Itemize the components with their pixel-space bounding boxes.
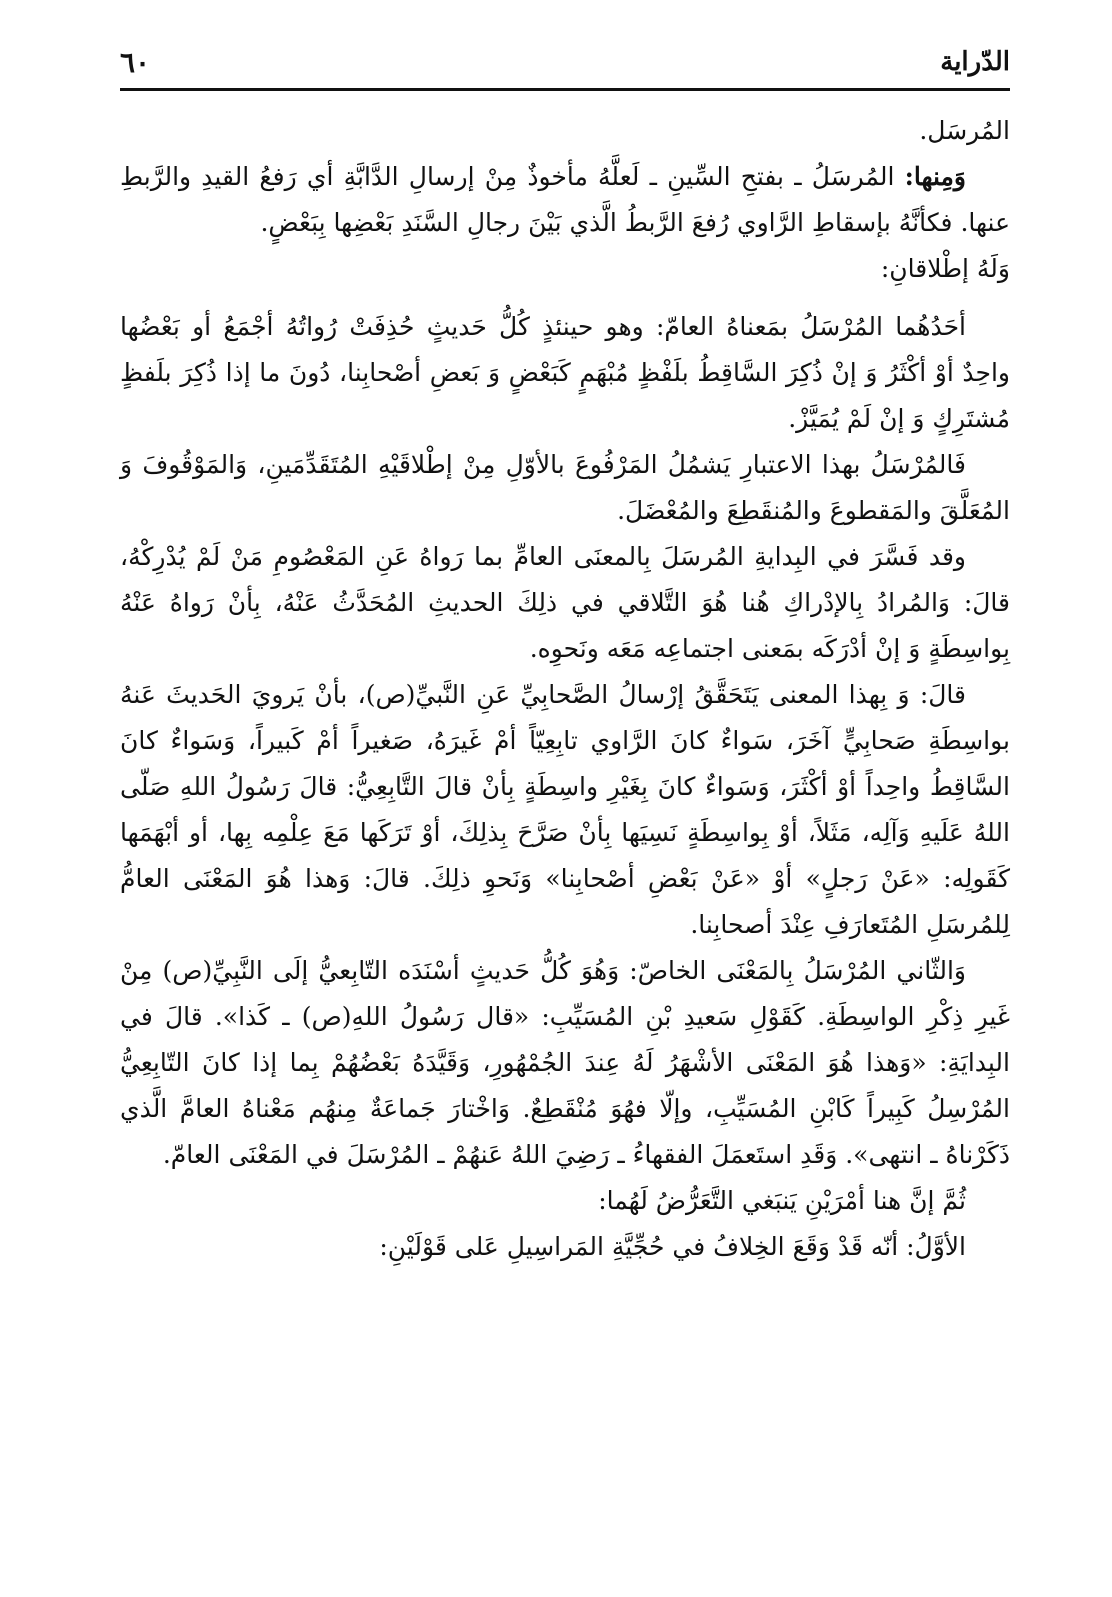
paragraph: قالَ: وَ بِهذا المعنى يَتَحَقَّقُ إرْسالُ الصَّحابِيِّ عَنِ النَّبيِّ(ص)، بأنْ يَرويَ الحَديثَ عَنهُ بواسِطَةِ صَحابِيٍّ آخَرَ، سَواءٌ كانَ الرَّاوي تابِعِيّاً أمْ غَيرَهُ، صَغيراً أمْ كَبيراً، وَسَواءٌ كانَ السَّاقِطُ واحِداً أوْ أكْثَرَ، وَسَواءٌ كانَ بِغَيْرِ واسِطَةٍ بِأنْ قالَ التَّابِعِيُّ: قالَ رَسُولُ اللهِ صَلّى اللهُ عَلَيهِ وَآلِه، مَثَلاً، أوْ بِواسِطَةٍ نَسِيَها بِأنْ صَرَّحَ بِذلِكَ، أوْ تَرَكَها مَعَ عِلْمِه بِها، أو أبْهَمَها كَقَولِه: «عَنْ رَجلٍ» أوْ «عَنْ بَعْضِ أصْحابِنا» وَنَحوِ ذلِكَ. قالَ: وَهذا هُوَ المَعْنَى العامُّ لِلمُرسَلِ المُتَعارَفِ عِنْدَ أصحابِنا.: [120, 680, 1010, 939]
paragraph: ثُمَّ إنَّ هنا أمْرَيْنِ يَنبَغي التَّعَرُّضُ لَهُما:: [598, 1186, 966, 1215]
body-text: [120, 108, 1010, 1528]
header-rule: [120, 88, 1010, 91]
page-header: [120, 38, 1010, 86]
running-title: الدّراية: [940, 47, 1010, 77]
paragraph-text: المُرسَلُ ـ بفتحِ السِّينِ ـ لَعلَّهُ مأخوذٌ مِنْ إرسالِ الدَّابَّةِ أي رَفعُ القيدِ والرَّبطِ عنها. فكأنَّهُ بإسقاطِ الرَّاوي رُفعَ الرَّبطُ الَّذي بَيْنَ رجالِ السَّنَدِ بَعْضِها بِبَعْضٍ.: [120, 162, 1010, 237]
paragraph: الأوَّلُ: أنّه قَدْ وَقَعَ الخِلافُ في حُجِّيَّةِ المَراسِيلِ عَلى قَوْلَيْنِ:: [379, 1232, 966, 1261]
paragraph: [120, 154, 1010, 246]
paragraph-lead: وَمِنها:: [904, 162, 966, 191]
paragraph: أحَدُهُما المُرْسَلُ بمَعناهُ العامّ: وهو حينئذٍ كُلُّ حَديثٍ حُذِفَتْ رُواتُهُ أجْمَعُ أو بَعْضُها واحِدٌ أوْ أكْثَرُ وَ إنْ ذُكِرَ السَّاقِطُ بلَفْظٍ مُبْهَمٍ كَبَعْضٍ وَ بَعضِ أصْحابِنا، دُونَ ما إذا ذُكِرَ بلَفظٍ مُشتَرِكٍ وَ إنْ لَمْ يُمَيَّزْ.: [120, 312, 1010, 433]
paragraph: فَالمُرْسَلُ بهذا الاعتبارِ يَشمُلُ المَرْفُوعَ بالأوّلِ مِنْ إطْلاقَيْهِ المُتَقَدِّمَينِ، وَالمَوْقُوفَ وَ المُعَلَّقَ والمَقطوعَ والمُنقَطِعَ والمُعْضَلَ.: [120, 450, 1010, 525]
paragraph: المُرسَل.: [919, 116, 1010, 145]
page-number: ٦٠: [120, 45, 151, 79]
paragraph: وَلَهُ إطْلاقانِ:: [880, 254, 1010, 283]
paragraph: وَالثّاني المُرْسَلُ بِالمَعْنَى الخاصّ: وَهُوَ كُلُّ حَديثٍ أسْنَدَه التّابِعيُّ إلَى النَّبِيِّ(ص) مِنْ غَيرِ ذِكْرِ الواسِطَةِ. كَقَوْلِ سَعيدِ بْنِ المُسَيِّبِ: «قال رَسُولُ اللهِ(ص) ـ كَذا». قالَ في البِدايَةِ: «وَهذا هُوَ المَعْنَى الأشْهَرُ لَهُ عِندَ الجُمْهُورِ، وَقَيَّدَهُ بَعْضُهُمْ بِما إذا كانَ التّابِعِيُّ المُرْسِلُ كَبِيراً كَابْنِ المُسَيِّبِ، وإلّا فهُوَ مُنْقَطِعٌ. وَاخْتارَ جَماعَةٌ مِنهُم مَعْناهُ العامَّ الَّذي ذَكَرْناهُ ـ انتهى». وَقَدِ استَعمَلَ الفقهاءُ ـ رَضِيَ اللهُ عَنهُمْ ـ المُرْسَلَ في المَعْنَى العامّ.: [120, 956, 1010, 1169]
paragraph: وقد فَسَّرَ في البِدايةِ المُرسَلَ بِالمعنَى العامِّ بما رَواهُ عَنِ المَعْصُومِ مَنْ لَمْ يُدْرِكْهُ، قالَ: وَالمُرادُ بِالإدْراكِ هُنا هُوَ التَّلاقي في ذلِكَ الحديثِ المُحَدَّثُ عَنْهُ، بِأنْ رَواهُ عَنْهُ بِواسِطَةٍ وَ إنْ أدْرَكَه بمَعنى اجتماعِه مَعَه ونَحوِه.: [120, 542, 1010, 663]
